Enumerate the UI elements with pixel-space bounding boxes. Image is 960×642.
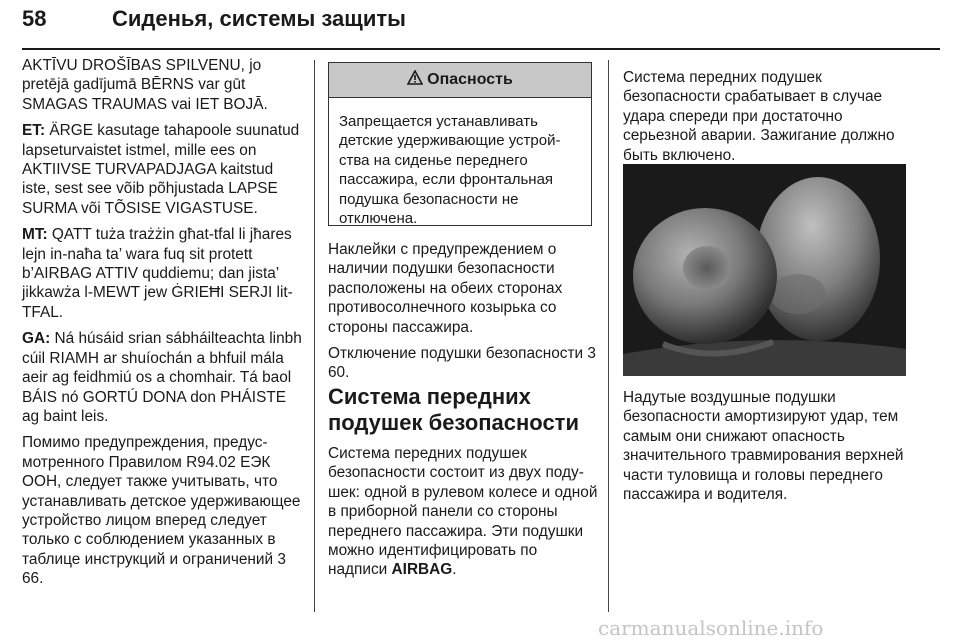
danger-box-title: Опасность — [427, 71, 513, 88]
paragraph: Наклейки с предупреждением о наличии подушки безопасности расположены на обеих сторонах противосолнечного козырька со стороны пассажира. — [328, 241, 563, 336]
airbags-photo — [623, 164, 906, 376]
paragraph: Надутые воздушные подушки безопасности амортизируют удар, тем самым они снижают опасность значительного травмирования верхней части туловища и головы переднего пассажира и водителя. — [623, 389, 904, 504]
paragraph: Отключение подушки безопасности 3 60. — [328, 345, 596, 382]
page-header — [22, 4, 932, 44]
page-reference: 3 60. — [328, 345, 596, 382]
danger-box-header — [329, 63, 591, 98]
paragraph: Система передних подушек безопасности срабатывает в случае удара спереди при достаточно серьезной аварии. Зажигание должно быть включено. — [623, 69, 895, 164]
page-number: 58 — [22, 6, 47, 31]
section-heading: Система передних подушек безопасности — [328, 384, 579, 435]
danger-box-text: Запрещается устанавливать детские удерживающие устройства на сиденье переднего пассажира, если фронтальная подушка безопасности не отключена. — [339, 113, 561, 228]
column-left — [22, 56, 304, 596]
paragraph: GA: Ná húsáid srian sábháilteachta linbh cúil RIAMH ar shuíochán a bhfuil mála aeir ag feidhmiú os a chomhair. Tá baol BÁIS nó GORTÚ DONA don PHÁISTE ag baint leis. — [22, 330, 302, 425]
paragraph: ET: ÄRGE kasutage tahapoole suunatud lapseturvaistet istmel, mille ees on AKTIIVSE TURVAPADJAGA kaitstud iste, sest see võib põhjustada LAPSE SURMA või TÕSISE VIGASTUSE. — [22, 122, 300, 217]
paragraph: AKTĪVU DROŠĪBAS SPILVENU, jo pretējā gadījumā BĒRNS var gūt SMAGAS TRAUMAS vai IET BOJĀ. — [22, 57, 268, 113]
column-divider — [314, 60, 315, 612]
column-middle — [328, 240, 598, 390]
column-divider — [608, 60, 609, 612]
warning-triangle-icon — [407, 70, 423, 90]
paragraph: Помимо предупреждения, предусмотренного Правилом R94.02 ЕЭК ООН, следует также учитывать, что устанавливать детское удерживающее устройство лицом вперед следует только с соблюдением указанных в таблице инструкций и ограничений 3 66. — [22, 434, 301, 588]
header-rule — [22, 48, 940, 50]
airbag-label: AIRBAG — [391, 561, 453, 579]
danger-box — [328, 62, 592, 226]
watermark: carmanualsonline.info — [598, 616, 824, 640]
paragraph: MT: QATT tuża trażżin għat-tfal li jħares lejn in-naħa ta’ wara fuq sit protett b’AIRBAG ATTIV quddiemu; dan jista’ jikkawża l-MEWT jew ĠRIEĦI SERJI lit-TFAL. — [22, 226, 293, 321]
chapter-title: Сиденья, системы защиты — [112, 6, 406, 31]
page-reference: 3 66. — [22, 550, 286, 588]
section-paragraph: Система передних подушек безопасности состоит из двух подушек: одной в рулевом колесе и одной в приборной панели со стороны переднего пассажира. Эти подушки можно идентифицировать по надписи AIRBAG. — [328, 445, 598, 579]
